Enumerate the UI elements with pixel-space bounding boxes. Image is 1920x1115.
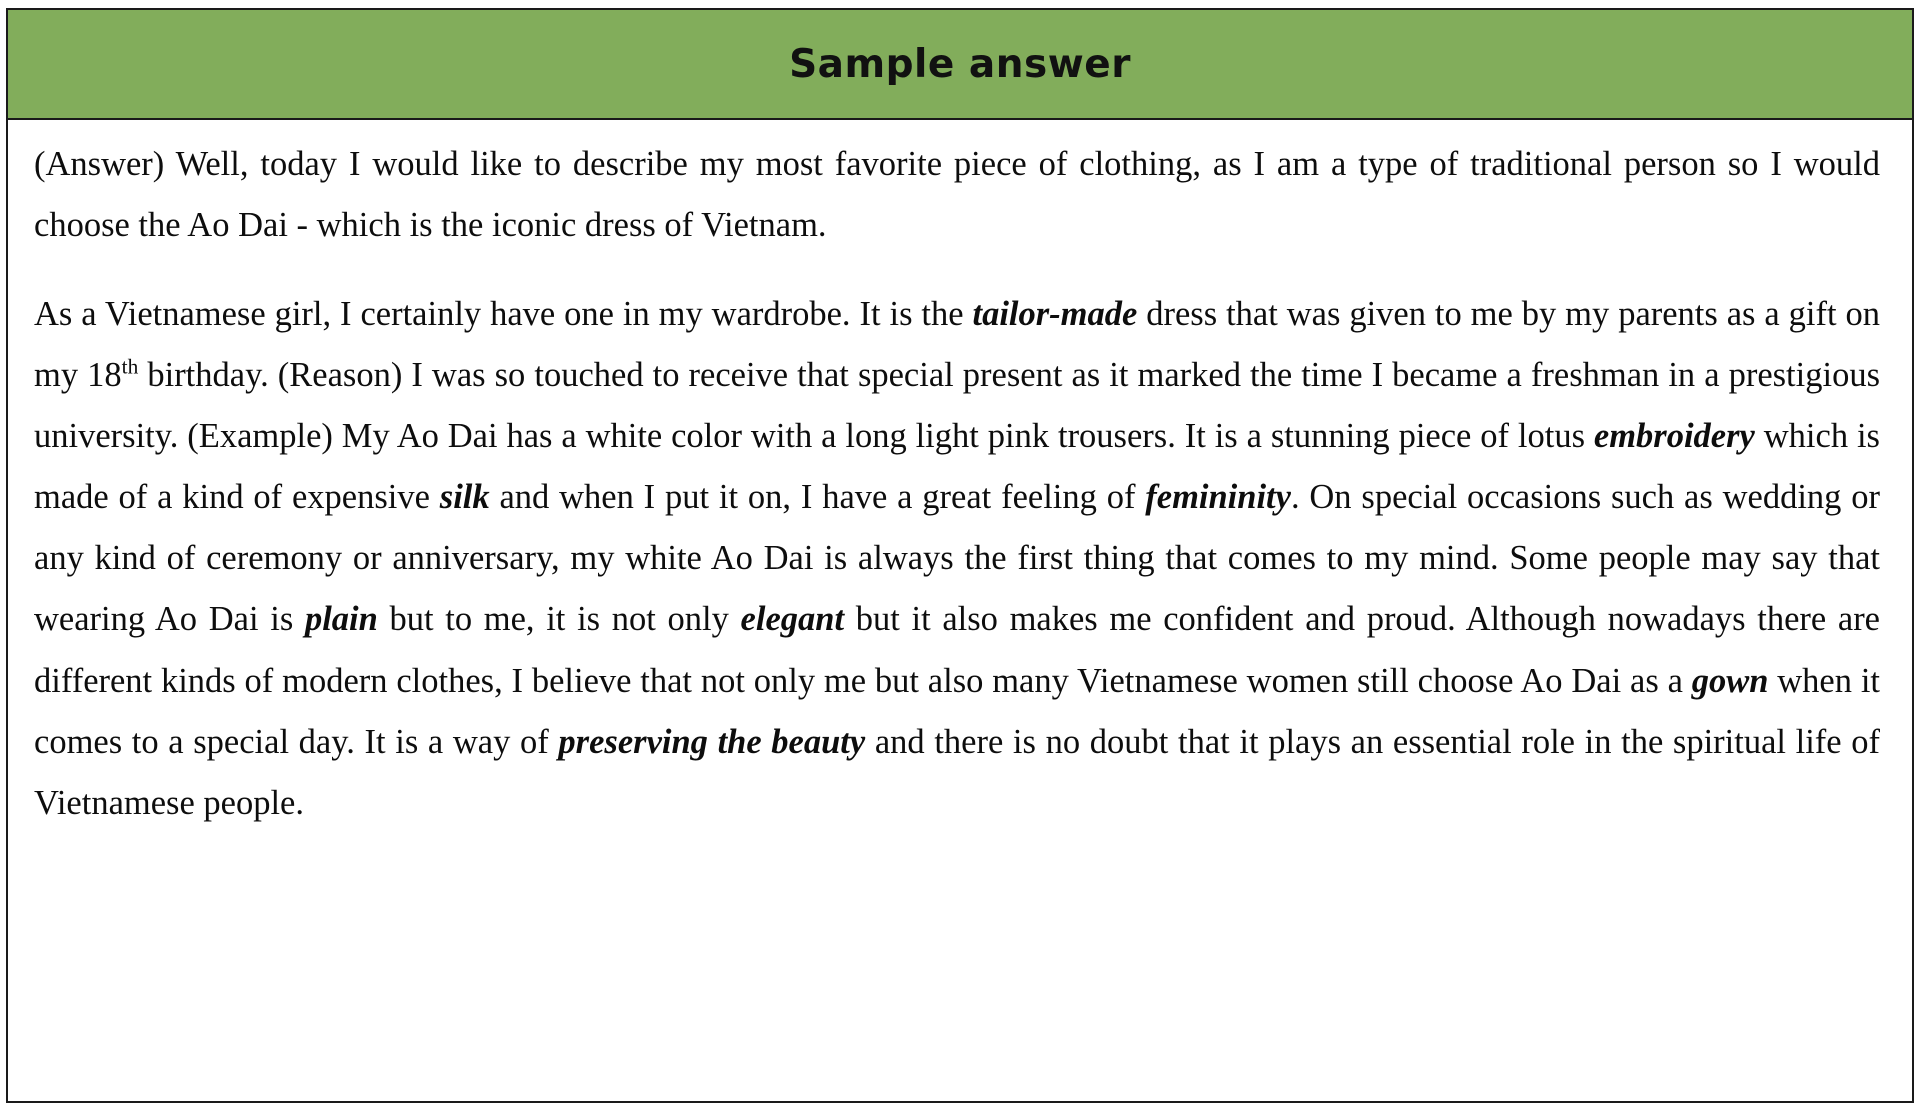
paragraph-2	[34, 284, 1880, 834]
text-run: but it also makes me confident and proud. Although nowadays there are different kinds of modern clothes, I believe that not only me but also many Vietnamese women still choose Ao Dai as a	[34, 600, 1880, 700]
emphasised-term: tailor-made	[972, 295, 1138, 334]
text-run: . On special occasions such as wedding or any kind of ceremony or anniversary, my white Ao Dai is always the first thing that comes to my mind. Some people may say that wearing Ao Dai is	[34, 478, 1880, 639]
text-run: (Answer) Well, today I would like to describe my most favorite piece of clothing, as I am a type of traditional person so I would choose the Ao Dai - which is the iconic dress of Vietnam.	[34, 145, 1880, 245]
emphasised-term: silk	[439, 478, 490, 517]
emphasised-term: preserving the beauty	[558, 722, 866, 761]
text-run: when it comes to a special day. It is a way of	[34, 661, 1880, 761]
emphasised-term: embroidery	[1593, 417, 1755, 456]
page-title: Sample answer	[789, 41, 1131, 87]
sample-answer-box	[6, 8, 1914, 1103]
text-run: and when I put it on, I have a great feeling of	[489, 478, 1146, 517]
emphasised-term: plain	[304, 600, 378, 639]
sample-answer-header	[8, 10, 1912, 120]
text-run: birthday. (Reason) I was so touched to receive that special present as it marked the time I became a freshman in a prestigious university. (Example) My Ao Dai has a white color with a long light pink trousers. It is a stunning piece of lotus	[34, 356, 1880, 456]
text-run: but to me, it is not only	[377, 600, 741, 639]
text-run: which is made of a kind of expensive	[34, 417, 1880, 517]
emphasised-term: femininity	[1145, 478, 1291, 517]
text-run: dress that was given to me by my parents as a gift on my 18	[34, 295, 1880, 395]
paragraph-1	[34, 134, 1880, 256]
text-run: As a Vietnamese girl, I certainly have one in my wardrobe. It is the	[34, 295, 973, 334]
emphasised-term: elegant	[740, 600, 845, 639]
ordinal-suffix: th	[121, 354, 139, 379]
answer-body	[8, 120, 1912, 1101]
emphasised-term: gown	[1691, 661, 1769, 700]
text-run: and there is no doubt that it plays an essential role in the spiritual life of Vietnamese people.	[34, 722, 1880, 822]
